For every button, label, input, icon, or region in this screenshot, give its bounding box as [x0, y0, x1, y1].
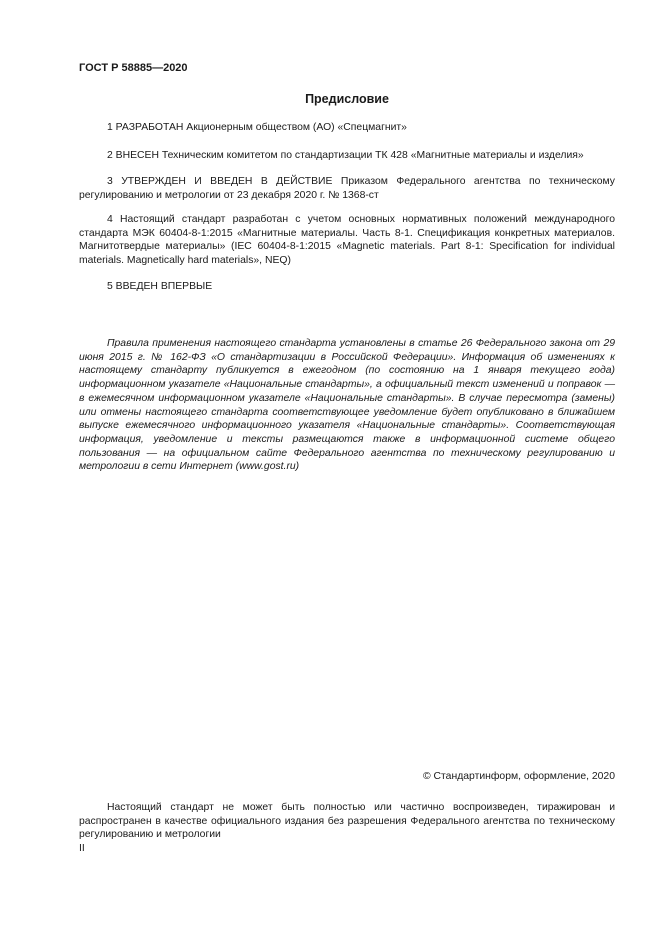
page-title: Предисловие: [305, 92, 389, 106]
foreword-item-2: 2 ВНЕСЕН Техническим комитетом по стандартизации ТК 428 «Магнитные материалы и изделия»: [107, 150, 584, 161]
copyright-line: © Стандартинформ, оформление, 2020: [422, 771, 615, 782]
document-code: ГОСТ Р 58885—2020: [79, 62, 188, 74]
application-rules-text: Правила применения настоящего стандарта установлены в статье 26 Федерального закона от 29 июня 2015 г. № 162-ФЗ «О стандартизации в Российской Федерации». Информация об изменениях к настоящему стандарту публикуется в ежегодном (по состоянию на 1 января текущего года) информационном указателе «Национальные стандарты», а официальный текст изменений и поправок — в ежемесячном информационном указателе «Национальные стандарты». В случае пересмотра (замены) или отмены настоящего стандарта соответствующее уведомление будет опубликовано в ближайшем выпуске ежемесячного информационного указателя «Национальные стандарты». Соответствующая информация, уведомление и тексты размещаются также в информационной системе общего пользования — на официальном сайте Федерального агентства по техническому регулированию и метрологии в сети Интернет (www.gost.ru): [79, 338, 615, 473]
page-number: II: [79, 843, 85, 854]
foreword-item-4: 4 Настоящий стандарт разработан с учетом основных нормативных положений международного стандарта МЭК 60404-8-1:2015 «Магнитные материалы. Часть 8-1. Спецификация конкретных материалов. Магнитотвердые материалы» (IEC 60404-8-1:2015 «Magnetic materials. Part 8-1: Specification for individual materials. Magnetically hard materials», NEQ): [79, 214, 615, 267]
foreword-item-1: 1 РАЗРАБОТАН Акционерным обществом (АО) «Спецмагнит»: [107, 122, 407, 133]
reproduction-notice: Настоящий стандарт не может быть полностью или частично воспроизведен, тиражирован и распространен в качестве официального издания без разрешения Федерального агентства по техническому регулированию и метрологии: [79, 802, 615, 841]
foreword-item-3: 3 УТВЕРЖДЕН И ВВЕДЕН В ДЕЙСТВИЕ Приказом Федерального агентства по техническому регулированию и метрологии от 23 декабря 2020 г. № 1368-ст: [79, 176, 615, 201]
foreword-item-5: 5 ВВЕДЕН ВПЕРВЫЕ: [107, 281, 213, 292]
